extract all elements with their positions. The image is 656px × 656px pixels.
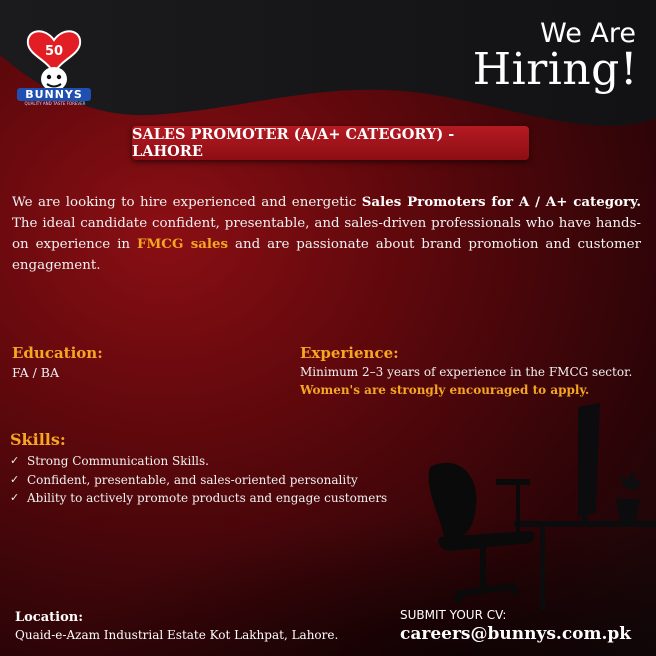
education-heading: Education: bbox=[12, 344, 103, 362]
hiring-line2: Hiring! bbox=[472, 44, 638, 95]
check-icon: ✓ bbox=[10, 454, 20, 467]
skill-label: Strong Communication Skills. bbox=[27, 454, 209, 468]
intro-paragraph bbox=[12, 192, 641, 276]
skill-item bbox=[10, 452, 387, 471]
intro-text-3: and are passionate about brand promotion and customer engagement. bbox=[12, 237, 641, 273]
check-icon: ✓ bbox=[10, 472, 20, 486]
intro-highlight: FMCG sales bbox=[136, 236, 229, 252]
hiring-line1: We Are bbox=[540, 18, 636, 49]
experience-heading: Experience: bbox=[300, 344, 399, 362]
intro-text-2: The ideal candidate confident, presentable, and sales-driven professionals who have hands-on experience in bbox=[12, 215, 641, 252]
skill-item bbox=[10, 471, 387, 490]
location-value: Quaid-e-Azam Industrial Estate Kot Lakhpat, Lahore. bbox=[15, 628, 339, 642]
experience-value: Minimum 2–3 years of experience in the FMCG sector. bbox=[300, 365, 633, 379]
check-icon: ✓ bbox=[10, 491, 20, 504]
job-title-banner bbox=[132, 126, 529, 160]
svg-text:50: 50 bbox=[44, 44, 64, 59]
experience-note: Women's are strongly encouraged to apply. bbox=[300, 383, 590, 397]
brand-tagline: QUALITY AND TASTE FOREVER bbox=[24, 101, 86, 106]
submit-cv-heading: SUBMIT YOUR CV: bbox=[400, 608, 507, 622]
job-title: SALES PROMOTER (A/A+ CATEGORY) - LAHORE bbox=[132, 126, 455, 160]
skill-label: Ability to actively promote products and engage customers bbox=[27, 491, 388, 505]
brand-name: BUNNYS bbox=[17, 88, 91, 101]
skill-label: Confident, presentable, and sales-oriented personality bbox=[27, 472, 358, 487]
skills-list bbox=[10, 452, 387, 508]
intro-bold: Sales Promoters for A / A+ category. bbox=[361, 194, 642, 210]
skills-heading: Skills: bbox=[10, 430, 66, 449]
location-heading: Location: bbox=[15, 610, 84, 625]
careers-email-link[interactable]: careers@bunnys.com.pk bbox=[400, 624, 632, 644]
education-value: FA / BA bbox=[12, 365, 59, 380]
skill-item bbox=[10, 489, 387, 508]
intro-text-1: We are looking to hire experienced and energetic bbox=[12, 195, 362, 210]
desk-illustration-icon bbox=[410, 395, 656, 610]
